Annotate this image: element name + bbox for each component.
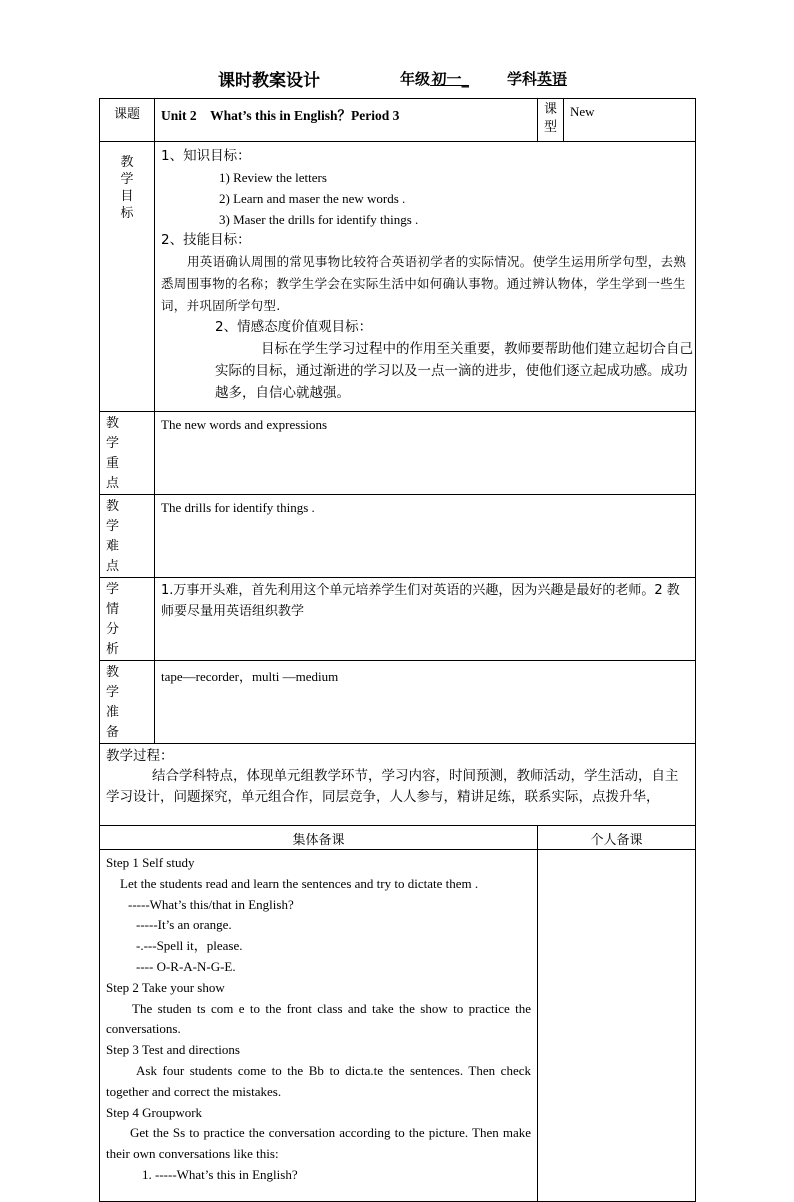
grade-field [400,68,469,89]
topic-value [155,99,538,142]
step-2-text: The studen ts com e to the front class and take the show to practice the conversations. [106,1000,531,1037]
prep-columns-row [100,826,696,850]
process-row [100,744,696,826]
step-1-dialog-3: -.---Spell it，please. [136,938,243,954]
emotion-heading: 2、情感态度价值观目标： [215,319,373,335]
difficulties-row [100,495,696,578]
analysis-row [100,578,696,661]
step-1-dialog-2: -----It’s an orange. [136,917,232,933]
step-3-title: Step 3 Test and directions [106,1042,240,1058]
collective-prep-header: 集体备课 [100,826,538,850]
subject-label: 学科 [507,70,538,88]
grade-value: 初一_ [431,70,470,88]
process-heading: 教学过程： [106,748,174,764]
knowledge-item-2: 2) Learn and maser the new words . [219,191,406,206]
grade-label: 年级 [400,70,431,88]
step-4-dialog-1: 1. -----What’s this in English? [142,1166,298,1182]
skill-text: 用英语确认周围的常见事物比较符合英语初学者的实际情况。使学生运用所学句型，去熟悉周围事物的名称；教学生学会在实际生活中如何确认事物。通过辨认物体，学生学到一些生词，并巩固所学句型. [161,254,687,313]
skill-heading: 2、技能目标： [161,232,251,248]
step-1-title: Step 1 Self study [106,855,195,870]
lesson-type-value: New [564,99,696,142]
preparation-label: 教学准备 [100,661,155,744]
grade-text: 初一 [431,70,462,88]
preparation-value: tape—recorder，multi —medium [155,661,696,744]
personal-prep-header: 个人备课 [538,826,696,850]
process-text: 结合学科特点，体现单元组教学环节，学习内容，时间预测，教师活动，学生活动，自主学习设计，问题探究，单元组合作，同层竞争，人人参与，精讲足练，联系实际，点拨升华， [106,768,679,805]
process-content [100,744,696,826]
analysis-label: 学情分析 [100,578,155,661]
personal-prep-content [538,850,696,1202]
objectives-label: 教学目标 [100,142,155,412]
analysis-value: 1.万事开头难，首先利用这个单元培养学生们对英语的兴趣，因为兴趣是最好的老师。2 教师要尽量用英语组织教学 [155,578,696,661]
lesson-type-label: 课型 [538,99,564,142]
topic-text: Unit 2 What’s this in English？Period 3 [161,108,400,123]
key-points-row [100,412,696,495]
knowledge-item-1: 1) Review the letters [219,170,327,185]
document-header [0,66,794,92]
emotion-text: 目标在学生学习过程中的作用至关重要，教师要帮助他们建立起切合自己实际的目标，通过渐进的学习以及一点一滴的进步，使他们逐立起成功感。成功越多，自信心就越强。 [215,341,693,401]
key-points-value: The new words and expressions [155,412,696,495]
subject-field [507,68,567,89]
steps-row [100,850,696,1202]
knowledge-heading: 1、知识目标： [161,148,251,164]
step-4-text: Get the Ss to practice the conversation according to the picture. Then make their own conversations like this: [106,1125,531,1162]
subject-value: 英语 [537,70,568,88]
step-4-title: Step 4 Groupwork [106,1104,203,1120]
lesson-plan-table [99,98,696,1202]
difficulties-value: The drills for identify things . [155,495,696,578]
topic-label: 课题 [100,99,155,142]
topic-row [100,99,696,142]
step-1-dialog-1: -----What’s this/that in English? [128,896,294,912]
document-title: 课时教案设计 [218,71,320,91]
step-3-text: Ask four students come to the Bb to dicta.te the sentences. Then check together and correct the mistakes. [106,1062,531,1099]
collective-prep-content [100,850,538,1202]
preparation-row [100,661,696,744]
step-2-title: Step 2 Take your show [106,979,225,995]
knowledge-item-3: 3) Maser the drills for identify things . [219,212,419,227]
step-1-text: Let the students read and learn the sentences and try to dictate them . [120,875,479,891]
difficulties-label: 教学难点 [100,495,155,578]
objectives-row [100,142,696,412]
objectives-content [155,142,696,412]
key-points-label: 教学重点 [100,412,155,495]
step-1-dialog-4: ---- O-R-A-N-G-E. [136,958,236,974]
